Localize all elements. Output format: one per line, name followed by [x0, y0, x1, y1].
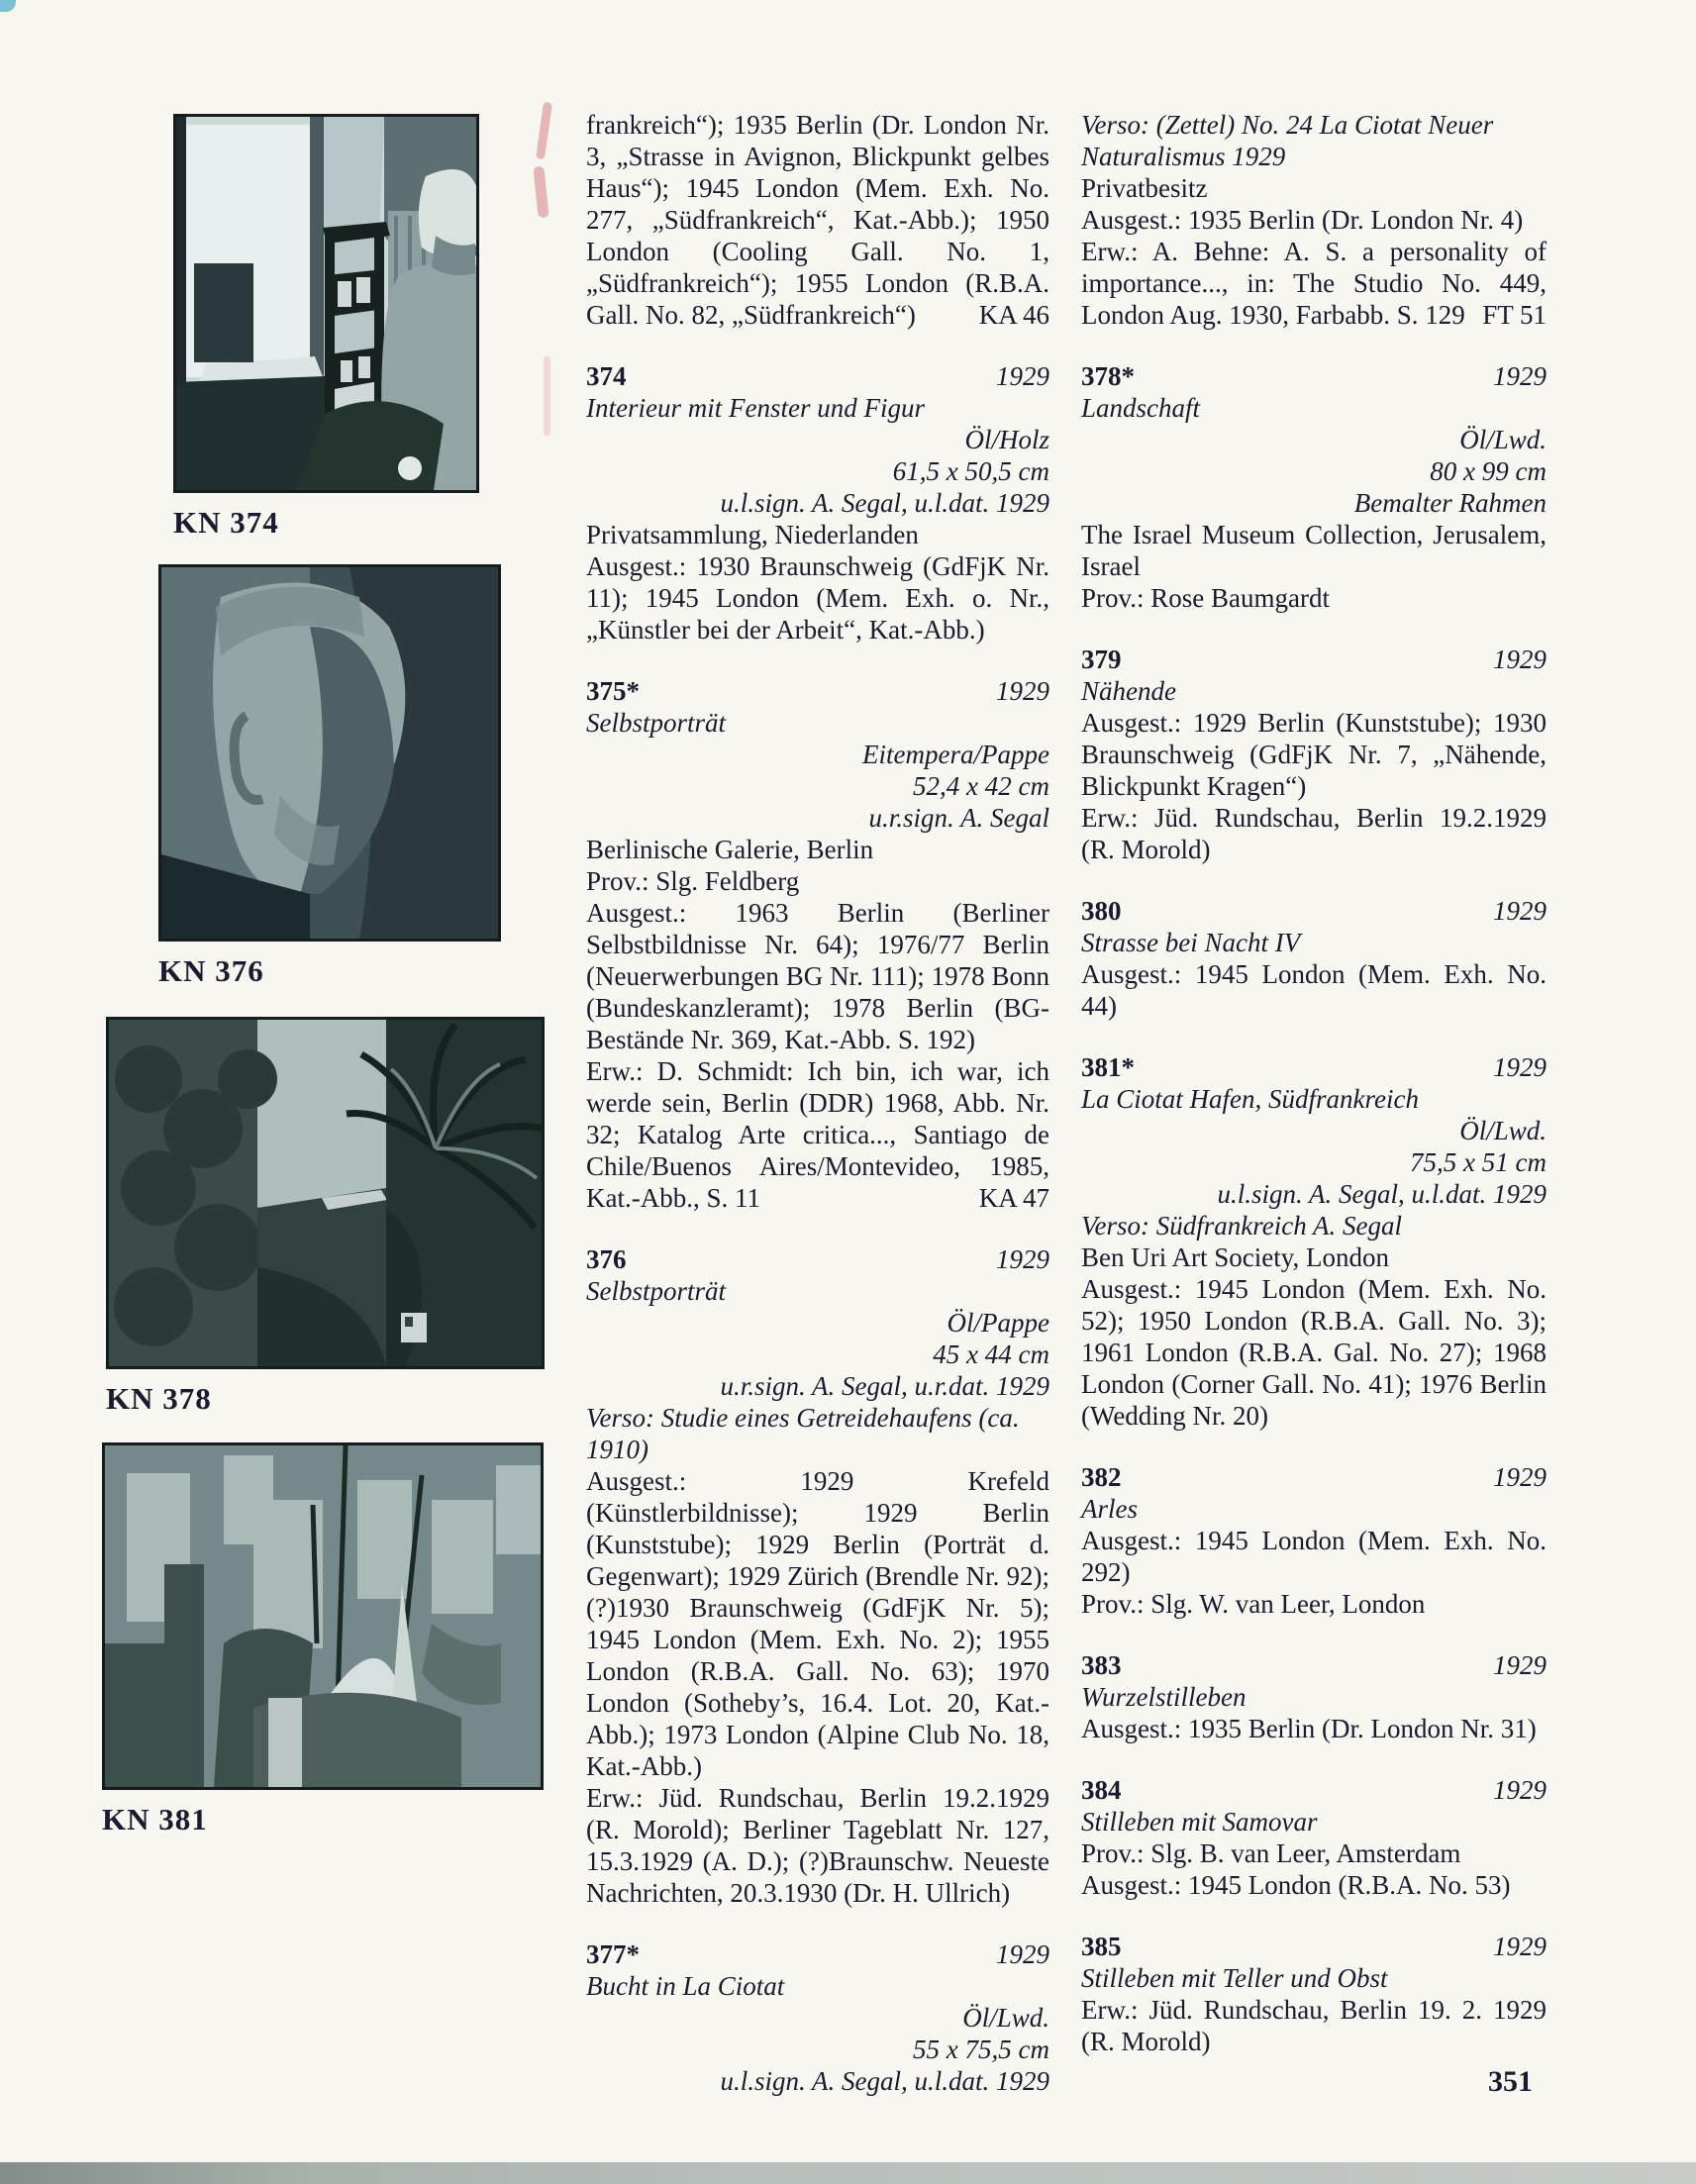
entry-number: 375* — [586, 676, 640, 706]
entry-paragraph: Privatbesitz — [1081, 173, 1208, 203]
entry-number: 385 — [1081, 1932, 1122, 1961]
entry-number: 377* — [586, 1939, 640, 1969]
scan-corner-artifact — [0, 0, 16, 12]
entry-header — [1081, 1774, 1546, 1806]
figure-caption: KN 378 — [106, 1381, 212, 1416]
technique-dimension-line: 52,4 x 42 cm — [913, 771, 1049, 801]
entry-header — [586, 1243, 1049, 1275]
technique-dimension-line: 61,5 x 50,5 cm — [892, 456, 1049, 486]
entry-number: 381* — [1081, 1052, 1135, 1082]
entry-paragraph: Prov.: Rose Baumgardt — [1081, 583, 1330, 613]
technique-dimension-line: Öl/Pappe — [947, 1308, 1049, 1338]
entry-number: 383 — [1081, 1650, 1122, 1680]
artwork-title: Stilleben mit Samovar — [1081, 1807, 1318, 1837]
entry-paragraph: Ben Uri Art Society, London — [1081, 1242, 1389, 1272]
technique-dimension-line: Öl/Lwd. — [962, 2003, 1049, 2033]
verso-note: Verso: Studie eines Getreidehaufens (ca. 1910) — [586, 1403, 1020, 1464]
catalog-entry-382 — [1081, 1461, 1546, 1620]
artwork-title: Wurzelstilleben — [1081, 1682, 1247, 1712]
artwork-title: Interieur mit Fenster und Figur — [586, 393, 925, 423]
entry-year: 1929 — [1493, 645, 1546, 674]
technique-dimension-line: u.r.sign. A. Segal — [868, 803, 1049, 833]
entry-paragraph: Prov.: Slg. W. van Leer, London — [1081, 1589, 1426, 1619]
entry-header — [1081, 895, 1546, 927]
entry-paragraph: Prov.: Slg. Feldberg — [586, 866, 800, 896]
entry-paragraph: frankreich“); 1935 Berlin (Dr. London Nr. 3, „Strasse in Avignon, Blickpunkt gelbes Haus“); 1945 London (Mem. Exh. No. 277, „Südfrankreich“, Kat.-Abb.); 1950 London (Cooling Gall. No. 1, „Südfrankreich“); 1955 London (R.B.A. Gall. No. 82, „Südfrankreich“) KA 46 — [586, 110, 1049, 330]
verso-note: Verso: (Zettel) No. 24 La Ciotat Neuer Naturalismus 1929 — [1081, 110, 1494, 171]
technique-dimension-line: 55 x 75,5 cm — [913, 2035, 1049, 2064]
catalog-entry-375 — [586, 675, 1049, 1214]
entry-year: 1929 — [1493, 1775, 1546, 1805]
artwork-title: Arles — [1081, 1494, 1138, 1524]
catalog-ref-code: KA 46 — [978, 300, 1049, 330]
technique-dimension-line: 45 x 44 cm — [933, 1340, 1049, 1369]
figure-caption: KN 374 — [173, 505, 279, 540]
entry-paragraph: Ausgest.: 1935 Berlin (Dr. London Nr. 4) — [1081, 205, 1524, 235]
self-portrait-photo — [161, 567, 498, 939]
entry-year: 1929 — [1493, 1052, 1546, 1082]
entry-year: 1929 — [1493, 361, 1546, 391]
entry-paragraph: Privatsammlung, Niederlanden — [586, 520, 919, 549]
technique-dimension-line: Öl/Lwd. — [1459, 1116, 1546, 1145]
entry-year: 1929 — [1493, 1932, 1546, 1961]
entry-number: 380 — [1081, 896, 1122, 926]
artwork-title: Strasse bei Nacht IV — [1081, 928, 1301, 957]
entry-header — [1081, 1649, 1546, 1681]
continued-entry-text — [586, 109, 1049, 331]
catalog-entry-378 — [1081, 360, 1546, 614]
artwork-title: La Ciotat Hafen, Südfrankreich — [1081, 1084, 1419, 1114]
catalog-column-right — [1081, 109, 1546, 2057]
entry-paragraph: The Israel Museum Collection, Jerusalem, Israel — [1081, 520, 1546, 581]
artwork-title: Selbstporträt — [586, 708, 727, 738]
catalog-entry-384 — [1081, 1774, 1546, 1901]
entry-number: 382 — [1081, 1462, 1122, 1492]
technique-dimension-line: 75,5 x 51 cm — [1410, 1147, 1546, 1177]
entry-paragraph: Ausgest.: 1929 Krefeld (Künstlerbildnisse); 1929 Berlin (Kunststube); 1929 Berlin (Porträt d. Gegenwart); 1929 Zürich (Brendle Nr. 92); (?)1930 Braunschweig (GdFjK Nr. 5); 1945 London (Mem. Exh. No. 2); 1955 London (R.B.A. Gall. No. 63); 1970 London (Sotheby’s, 16.4. Lot. 20, Kat.-Abb.); 1973 London (Alpine Club No. 18, Kat.-Abb.) — [586, 1466, 1049, 1781]
catalog-entry-380 — [1081, 895, 1546, 1022]
figure-kn-381 — [102, 1442, 544, 1837]
entry-paragraph: Ausgest.: 1929 Berlin (Kunststube); 1930 Braunschweig (GdFjK Nr. 7, „Nähende, Blickpunkt Kragen“) — [1081, 708, 1546, 801]
landscape-photo — [109, 1020, 542, 1366]
entry-header — [586, 1938, 1049, 1970]
technique-dimension-line: u.l.sign. A. Segal, u.l.dat. 1929 — [1217, 1179, 1546, 1209]
entry-paragraph: Ausgest.: 1945 London (Mem. Exh. No. 52); 1950 London (R.B.A. Gall. No. 3); 1961 London (R.B.A. Gal. No. 27); 1968 London (Corner Gall. No. 41); 1976 Berlin (Wedding Nr. 20) — [1081, 1274, 1546, 1431]
technique-dimension-line: Öl/Holz — [964, 425, 1049, 454]
red-pen-mark — [536, 102, 552, 160]
entry-year: 1929 — [996, 1244, 1049, 1274]
catalog-column-middle — [586, 109, 1049, 2097]
entry-paragraph: Ausgest.: 1945 London (R.B.A. No. 53) — [1081, 1870, 1511, 1900]
entry-header — [1081, 1461, 1546, 1493]
interior-with-window-photo — [176, 117, 476, 490]
catalog-entry-374 — [586, 360, 1049, 645]
artwork-title: Bucht in La Ciotat — [586, 1971, 785, 2001]
harbour-photo — [105, 1445, 541, 1787]
entry-paragraph: Erw.: D. Schmidt: Ich bin, ich war, ich werde sein, Berlin (DDR) 1968, Abb. Nr. 32; Katalog Arte critica..., Santiago de Chile/Buenos Aires/Montevideo, 1985, Kat.-Abb., S. 11 KA 47 — [586, 1056, 1049, 1213]
entry-header — [1081, 1051, 1546, 1083]
entry-paragraph: Ausgest.: 1945 London (Mem. Exh. No. 292) — [1081, 1526, 1546, 1587]
artwork-photo-kn374 — [173, 114, 479, 493]
catalog-entry-381 — [1081, 1051, 1546, 1432]
entry-year: 1929 — [1493, 896, 1546, 926]
entry-paragraph: Ausgest.: 1963 Berlin (Berliner Selbstbildnisse Nr. 64); 1976/77 Berlin (Neuerwerbungen BG Nr. 111); 1978 Bonn (Bundeskanzleramt); 1978 Berlin (BG-Bestände Nr. 369, Kat.-Abb. S. 192) — [586, 898, 1049, 1054]
figure-kn-374 — [173, 114, 479, 541]
entry-paragraph: Erw.: Jüd. Rundschau, Berlin 19.2.1929 (R. Morold); Berliner Tageblatt Nr. 127, 15.3.1929 (A. D.); (?)Braunschw. Neueste Nachrichten, 20.3.1930 (Dr. H. Ullrich) — [586, 1783, 1049, 1908]
catalog-ref-code: FT 51 — [1482, 300, 1546, 330]
catalog-entry-385 — [1081, 1931, 1546, 2057]
technique-dimension-line: Eitempera/Pappe — [862, 740, 1049, 769]
technique-dimension-line: u.r.sign. A. Segal, u.r.dat. 1929 — [720, 1371, 1049, 1401]
figure-caption: KN 376 — [158, 953, 264, 988]
technique-dimension-line: u.l.sign. A. Segal, u.l.dat. 1929 — [720, 488, 1049, 518]
figure-caption: KN 381 — [102, 1802, 208, 1837]
entry-paragraph: Ausgest.: 1930 Braunschweig (GdFjK Nr. 11); 1945 London (Mem. Exh. o. Nr., „Künstler bei der Arbeit“, Kat.-Abb.) — [586, 551, 1049, 645]
catalog-entry-376 — [586, 1243, 1049, 1909]
technique-dimension-line: Öl/Lwd. — [1459, 425, 1546, 454]
entry-number: 376 — [586, 1244, 627, 1274]
entry-header — [1081, 644, 1546, 675]
scan-edge-band — [0, 2162, 1696, 2184]
entry-year: 1929 — [1493, 1462, 1546, 1492]
figure-kn-376 — [158, 564, 501, 989]
entry-header — [1081, 1931, 1546, 1962]
technique-dimension-line: Bemalter Rahmen — [1353, 488, 1546, 518]
entry-year: 1929 — [996, 361, 1049, 391]
artwork-photo-kn378 — [106, 1017, 545, 1369]
catalog-ref-code: KA 47 — [978, 1183, 1049, 1213]
entry-paragraph: Erw.: Jüd. Rundschau, Berlin 19. 2. 1929 (R. Morold) — [1081, 1995, 1546, 2056]
entry-paragraph: Ausgest.: 1945 London (Mem. Exh. No. 44) — [1081, 959, 1546, 1021]
entry-paragraph: Ausgest.: 1935 Berlin (Dr. London Nr. 31) — [1081, 1714, 1537, 1743]
verso-note: Verso: Südfrankreich A. Segal — [1081, 1211, 1402, 1241]
red-pen-mark — [544, 356, 550, 436]
entry-year: 1929 — [996, 676, 1049, 706]
artwork-title: Landschaft — [1081, 393, 1201, 423]
red-pen-mark — [533, 166, 549, 219]
entry-paragraph: Prov.: Slg. B. van Leer, Amsterdam — [1081, 1838, 1461, 1868]
entry-number: 374 — [586, 361, 627, 391]
entry-number: 384 — [1081, 1775, 1122, 1805]
artwork-title: Selbstporträt — [586, 1276, 727, 1306]
artwork-photo-kn376 — [158, 564, 501, 942]
figure-kn-378 — [106, 1017, 545, 1417]
entry-paragraph: Berlinische Galerie, Berlin — [586, 835, 874, 864]
artwork-title: Stilleben mit Teller und Obst — [1081, 1963, 1388, 1993]
catalog-entry-379 — [1081, 644, 1546, 865]
page-number: 351 — [1488, 2065, 1533, 2098]
entry-number: 378* — [1081, 361, 1135, 391]
entry-paragraph: Erw.: Jüd. Rundschau, Berlin 19.2.1929 (R. Morold) — [1081, 803, 1546, 864]
technique-dimension-line: 80 x 99 cm — [1430, 456, 1546, 486]
entry-header — [586, 360, 1049, 392]
entry-number: 379 — [1081, 645, 1122, 674]
entry-year: 1929 — [996, 1939, 1049, 1969]
technique-dimension-line: u.l.sign. A. Segal, u.l.dat. 1929 — [720, 2066, 1049, 2096]
catalog-entry-377 — [586, 1938, 1049, 2097]
entry-year: 1929 — [1493, 1650, 1546, 1680]
catalog-entry-383 — [1081, 1649, 1546, 1744]
entry-header — [586, 675, 1049, 707]
artwork-photo-kn381 — [102, 1442, 544, 1790]
entry-paragraph: Erw.: A. Behne: A. S. a personality of importance..., in: The Studio No. 449, London Aug. 1930, Farbabb. S. 129 FT 51 — [1081, 237, 1546, 330]
entry-header — [1081, 360, 1546, 392]
continued-entry-text — [1081, 109, 1546, 331]
artwork-title: Nähende — [1081, 676, 1176, 706]
